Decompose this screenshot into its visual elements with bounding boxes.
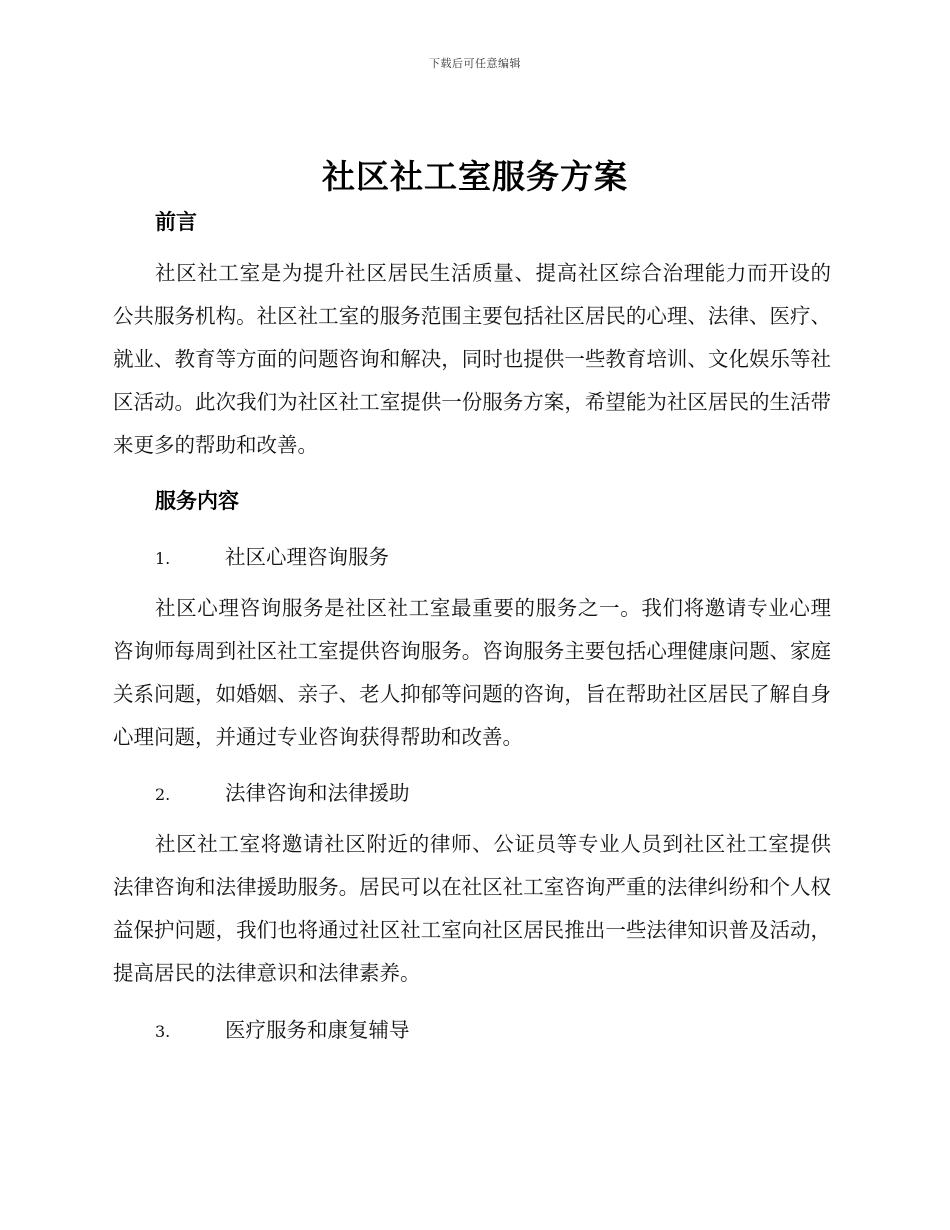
services-heading: 服务内容 bbox=[155, 488, 239, 513]
service-item-2-heading bbox=[155, 776, 410, 806]
service-item-title: 法律咨询和法律援助 bbox=[225, 781, 410, 805]
service-item-title: 社区心理咨询服务 bbox=[225, 545, 389, 569]
service-item-1-paragraph: 社区心理咨询服务是社区社工室最重要的服务之一。我们将邀请专业心理咨询师每周到社区社工室提供咨询服务。咨询服务主要包括心理健康问题、家庭关系问题，如婚姻、亲子、老人抑郁等问题的咨询，旨在帮助社区居民了解自身心理问题，并通过专业咨询获得帮助和改善。 bbox=[113, 596, 831, 749]
document-title: 社区社工室服务方案 bbox=[322, 157, 628, 196]
service-item-number: 3. bbox=[155, 1022, 171, 1041]
service-item-number: 2. bbox=[155, 785, 171, 804]
preface-paragraph: 社区社工室是为提升社区居民生活质量、提高社区综合治理能力而开设的公共服务机构。社区社工室的服务范围主要包括社区居民的心理、法律、医疗、就业、教育等方面的问题咨询和解决，同时也提供一些教育培训、文化娱乐等社区活动。此次我们为社区社工室提供一份服务方案，希望能为社区居民的生活带来更多的帮助和改善。 bbox=[113, 261, 831, 457]
service-item-3-heading bbox=[155, 1013, 410, 1043]
service-item-2-paragraph: 社区社工室将邀请社区附近的律师、公证员等专业人员到社区社工室提供法律咨询和法律援助服务。居民可以在社区社工室咨询严重的法律纠纷和个人权益保护问题，我们也将通过社区社工室向社区居民推出一些法律知识普及活动，提高居民的法律意识和法律素养。 bbox=[113, 832, 831, 985]
preface-heading: 前言 bbox=[155, 209, 197, 234]
service-item-title: 医疗服务和康复辅导 bbox=[225, 1018, 410, 1042]
header-note: 下载后可任意编辑 bbox=[429, 57, 521, 70]
service-item-number: 1. bbox=[155, 549, 171, 568]
service-item-1-heading bbox=[155, 540, 389, 570]
